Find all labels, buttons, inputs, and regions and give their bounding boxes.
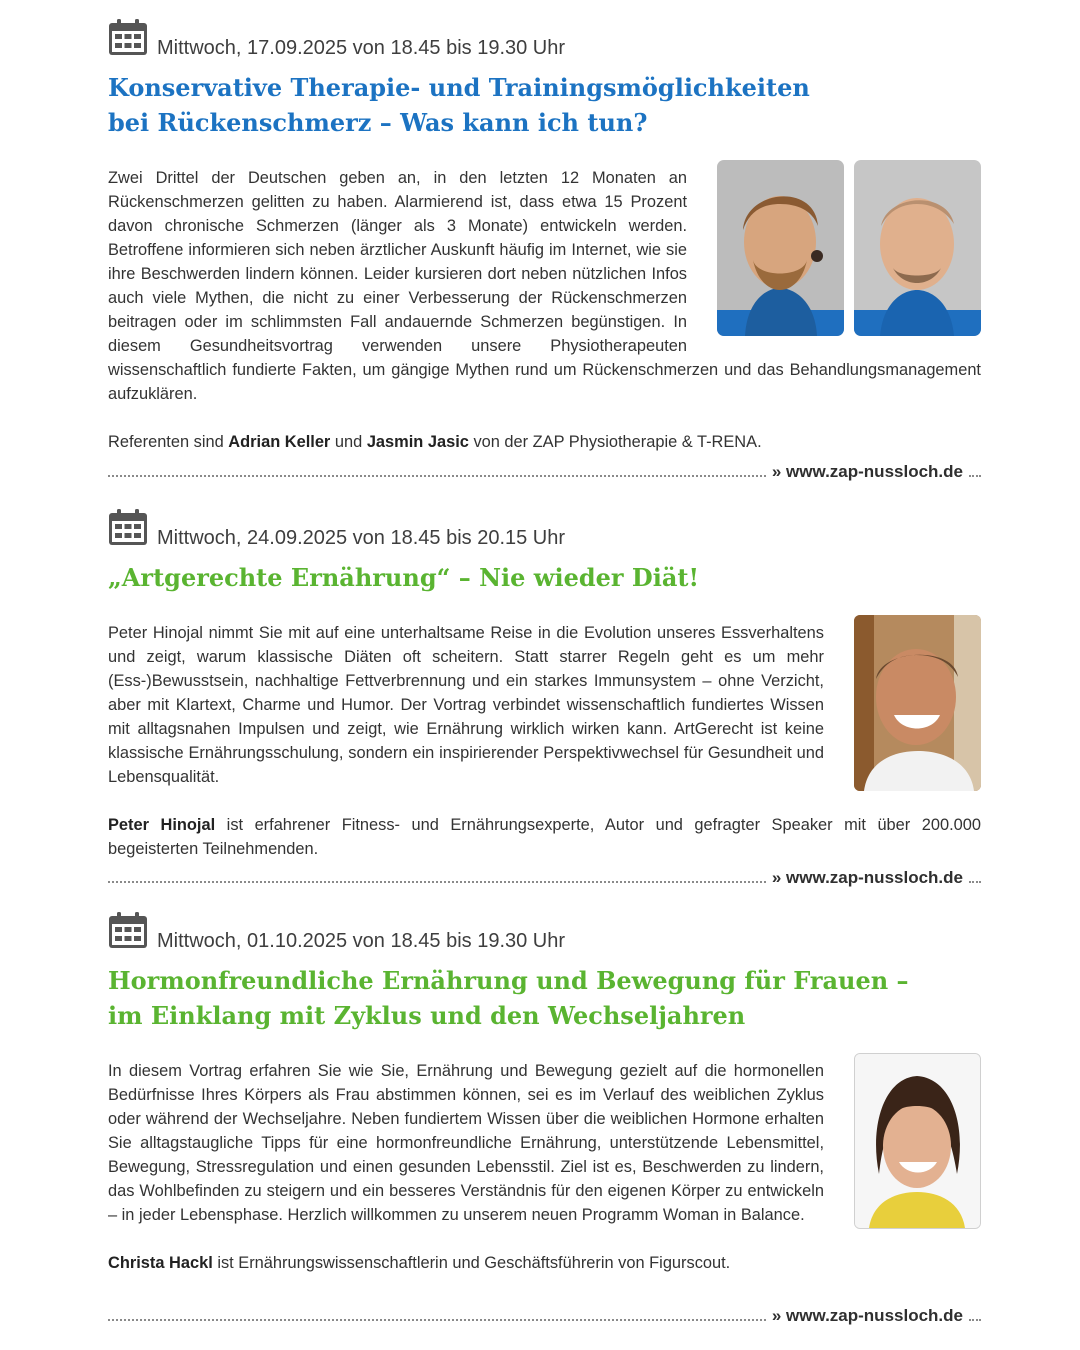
calendar-icon [108,911,148,949]
event-description: In diesem Vortrag erfahren Sie wie Sie, Ernährung und Bewegung gezielt auf die hormonellen Bedürfnisse Ihres Körpers als Frau abstimmen können, sei es im Verlauf des weiblichen Zyklus oder während der Wechseljahre. Neben fundiertem Wissen über die weiblichen Hormone erhalten Sie alltagstaugliche Tipps für eine hormonfreundliche Ernährung, unterstützende Lebensmittel, Bewegung, Stressregulation und einen gesunden Lebensstil. Ziel ist es, Beschwerden zu lindern, das Wohlbefinden zu steigern und ein besseres Verständnis für den eigenen Körper zu entwickeln – in jeder Lebensphase. Herzlich willkommen zu unserem neuen Programm Woman in Balance. [108,1062,824,1224]
event-title [108,70,981,140]
dotted-rule [969,1319,981,1321]
speaker-suffix: ist erfahrener Fitness- und Ernährungsexperte, Autor und gefragter Speaker mit über 200.000 begeisterten Teilnehmenden. [108,816,982,858]
speaker-name: Adrian Keller [228,433,331,451]
dotted-rule [969,475,981,477]
speaker-name: Christa Hackl [108,1254,213,1272]
speaker-suffix: ist Ernährungswissenschaftlerin und Geschäftsführerin von Figurscout. [217,1254,731,1272]
speaker-photo-pair [717,160,981,336]
event-link-line [108,460,981,482]
event-date-line [108,911,981,955]
speaker-photos [717,160,981,336]
speaker-name: Jasmin Jasic [366,433,469,451]
speaker-join: und [334,433,363,451]
speaker-suffix: von der ZAP Physiotherapie & T-RENA. [473,433,762,451]
speaker-portrait [855,1054,980,1228]
event-title-line-1: „Artgerechte Ernährung“ – Nie wieder Diät! [108,563,699,592]
calendar-icon [108,508,148,546]
event-body [108,621,981,861]
speaker-portrait [854,615,981,791]
event-date-line [108,508,981,552]
website-link[interactable]: » www.zap-nussloch.de [771,1306,963,1325]
speaker-photo [854,615,981,791]
event-date: Mittwoch, 24.09.2025 von 18.45 bis 20.15 Uhr [157,527,566,549]
event-title [108,963,981,1033]
dotted-rule [108,475,766,477]
event-date-line [108,18,981,62]
event-date: Mittwoch, 17.09.2025 von 18.45 bis 19.30 Uhr [157,37,566,59]
speaker-name: Peter Hinojal [108,816,216,834]
event-link-line [108,1304,981,1326]
event-speakers [108,430,981,454]
website-link[interactable]: » www.zap-nussloch.de [771,868,963,887]
event-title-line-1: Hormonfreundliche Ernährung und Bewegung für Frauen – [108,966,909,995]
event-body [108,1059,981,1275]
event-title [108,560,981,595]
event-date: Mittwoch, 01.10.2025 von 18.45 bis 19.30 Uhr [157,930,566,952]
event-title-line-2: bei Rückenschmerz – Was kann ich tun? [108,108,648,137]
event-description: Zwei Drittel der Deutschen geben an, in den letzten 12 Monaten an Rückenschmerzen gelitten zu haben. Alarmierend ist, dass etwa 15 Prozent davon chronische Schmerzen (länger als 3 Monate) entwickeln werden. Betroffene informieren sich neben ärztlicher Auskunft häufig im Internet, wie sie ihre Beschwerden lindern können. Leider kursieren dort neben nützlichen Infos auch viele Mythen, die nicht zu einer Verbesserung der Rückenschmerzen beitragen oder im schlimmsten Fall andauernde Schmerzen begünstigen. In diesem Gesundheitsvortrag verwenden unsere Physiotherapeuten wissenschaftlich fundierte Fakten, um gängige Mythen rund um Rückenschmerzen und das Behandlungsmanagement aufzuklären. [108,169,981,403]
dotted-rule [969,881,981,883]
event-1 [108,18,981,454]
event-2 [108,508,981,861]
speaker-photo [854,1053,981,1229]
event-link-line [108,866,981,888]
event-body [108,166,981,454]
dotted-rule [108,1319,766,1321]
calendar-icon [108,18,148,56]
event-3 [108,911,981,1275]
event-description: Peter Hinojal nimmt Sie mit auf eine unterhaltsame Reise in die Evolution unseres Essverhaltens und zeigt, warum klassische Diäten oft scheitern. Statt starrer Regeln geht es um mehr (Ess-)Bewusstsein, nachhaltige Fettverbrennung und ein starkes Immunsystem – ohne Verzicht, aber mit Klartext, Charme und Humor. Der Vortrag verbindet wissenschaftlich fundiertes Wissen mit alltagsnahen Impulsen und zeigt, wie Ernährung wirklich wirken kann. ArtGerecht ist keine klassische Ernährungsschulung, sondern ein inspirierender Perspektivwechsel für Gesundheit und Lebensqualität. [108,624,824,786]
website-link[interactable]: » www.zap-nussloch.de [771,462,963,481]
event-speakers [108,1251,981,1275]
event-title-line-1: Konservative Therapie- und Trainingsmöglichkeiten [108,73,810,102]
dotted-rule [108,881,766,883]
speaker-prefix: Referenten sind [108,433,224,451]
event-title-line-2: im Einklang mit Zyklus und den Wechseljahren [108,1001,746,1030]
event-speakers [108,813,981,861]
